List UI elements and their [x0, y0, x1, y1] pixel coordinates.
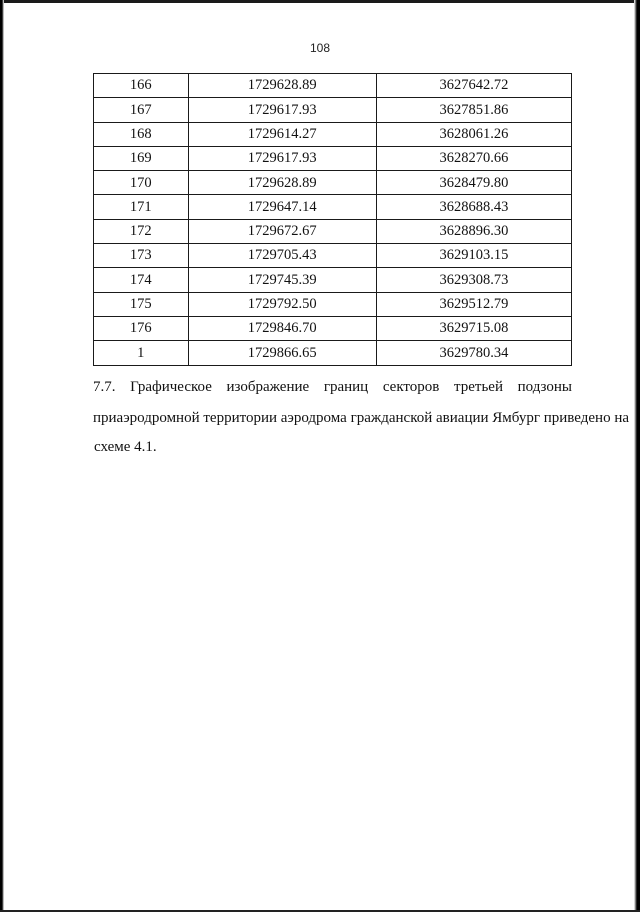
scan-edge-top [0, 0, 640, 3]
x-coordinate-cell: 1729617.93 [188, 98, 376, 122]
x-coordinate-cell: 1729846.70 [188, 316, 376, 340]
y-coordinate-cell: 3629780.34 [376, 341, 571, 365]
x-coordinate-cell: 1729672.67 [188, 219, 376, 243]
y-coordinate-cell: 3628061.26 [376, 122, 571, 146]
point-number-cell: 170 [94, 171, 189, 195]
paragraph-line-1 [93, 380, 572, 395]
table-row [94, 244, 572, 268]
table-row [94, 98, 572, 122]
point-number-cell: 167 [94, 98, 189, 122]
table-row [94, 219, 572, 243]
x-coordinate-cell: 1729705.43 [188, 244, 376, 268]
table-row [94, 195, 572, 219]
point-number-cell: 169 [94, 146, 189, 170]
table-row [94, 341, 572, 365]
x-coordinate-cell: 1729614.27 [188, 122, 376, 146]
y-coordinate-cell: 3628270.66 [376, 146, 571, 170]
y-coordinate-cell: 3629103.15 [376, 244, 571, 268]
paragraph-word: границ [323, 379, 369, 395]
x-coordinate-cell: 1729647.14 [188, 195, 376, 219]
x-coordinate-cell: 1729628.89 [188, 171, 376, 195]
point-number-cell: 1 [94, 341, 189, 365]
point-number-cell: 173 [94, 244, 189, 268]
point-number-cell: 174 [94, 268, 189, 292]
table-row [94, 146, 572, 170]
x-coordinate-cell: 1729792.50 [188, 292, 376, 316]
table-row [94, 316, 572, 340]
point-number-cell: 171 [94, 195, 189, 219]
y-coordinate-cell: 3629715.08 [376, 316, 571, 340]
y-coordinate-cell: 3627851.86 [376, 98, 571, 122]
y-coordinate-cell: 3627642.72 [376, 74, 571, 98]
coordinates-table-body [94, 74, 572, 366]
paragraph-word: третьей [454, 379, 503, 395]
x-coordinate-cell: 1729866.65 [188, 341, 376, 365]
table-row [94, 171, 572, 195]
table-row [94, 292, 572, 316]
coordinates-table [93, 73, 572, 366]
x-coordinate-cell: 1729617.93 [188, 146, 376, 170]
x-coordinate-cell: 1729745.39 [188, 268, 376, 292]
table-row [94, 122, 572, 146]
paragraph-word: подзоны [517, 379, 572, 395]
scan-edge-left [0, 0, 4, 912]
table-row [94, 74, 572, 98]
x-coordinate-cell: 1729628.89 [188, 74, 376, 98]
y-coordinate-cell: 3628688.43 [376, 195, 571, 219]
point-number-cell: 172 [94, 219, 189, 243]
y-coordinate-cell: 3628479.80 [376, 171, 571, 195]
paragraph-word: Графическое [130, 379, 212, 395]
paragraph-line-2: приаэродромной территории аэродрома гражданской авиации Ямбург приведено на [93, 410, 630, 426]
point-number-cell: 166 [94, 74, 189, 98]
point-number-cell: 175 [94, 292, 189, 316]
y-coordinate-cell: 3628896.30 [376, 219, 571, 243]
point-number-cell: 168 [94, 122, 189, 146]
paragraph-word: 7.7. [93, 379, 116, 395]
scan-edge-right [634, 0, 640, 912]
y-coordinate-cell: 3629308.73 [376, 268, 571, 292]
page-number: 108 [309, 41, 331, 55]
y-coordinate-cell: 3629512.79 [376, 292, 571, 316]
table-row [94, 268, 572, 292]
paragraph-word: секторов [382, 379, 440, 395]
paragraph-line-3: схеме 4.1. [94, 439, 157, 455]
paragraph-word: изображение [226, 379, 310, 395]
point-number-cell: 176 [94, 316, 189, 340]
